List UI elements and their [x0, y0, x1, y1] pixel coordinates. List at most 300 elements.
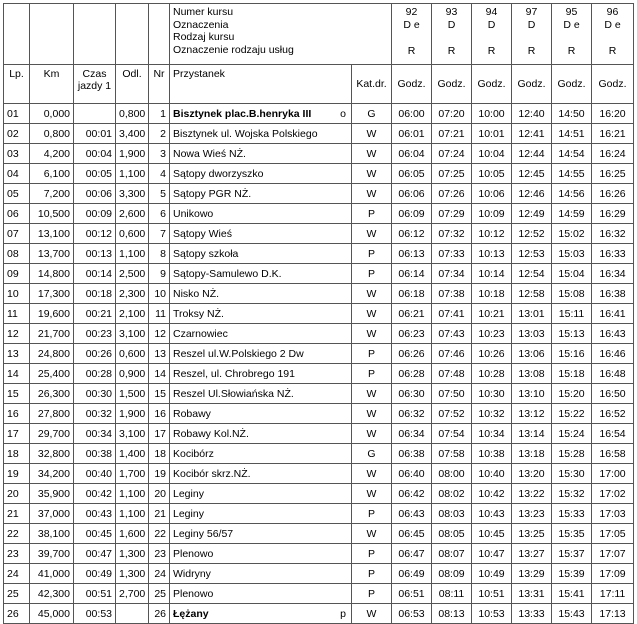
cell-lp: 19	[4, 464, 30, 484]
cell-odl: 1,900	[116, 144, 149, 164]
cell-time: 10:40	[472, 464, 512, 484]
table-row	[4, 364, 634, 384]
cell-time: 16:48	[592, 364, 634, 384]
cell-km: 29,700	[30, 424, 74, 444]
stop-name: Sątopy szkoła	[173, 247, 239, 260]
cell-time: 10:12	[472, 224, 512, 244]
cell-nr: 9	[149, 264, 170, 284]
cell-time: 15:22	[552, 404, 592, 424]
cell-time: 08:13	[432, 604, 472, 624]
cell-time: 15:41	[552, 584, 592, 604]
course-header: 93 D R	[432, 4, 472, 65]
cell-czas: 00:26	[74, 344, 116, 364]
stop-flag	[346, 488, 348, 500]
stop-flag	[346, 568, 348, 580]
stop-name: Nowa Wieś NŻ.	[173, 147, 246, 160]
stop-flag: p	[340, 607, 346, 620]
cell-time: 06:45	[392, 524, 432, 544]
cell-kat: W	[352, 404, 392, 424]
cell-km: 25,400	[30, 364, 74, 384]
stop-name: Plenowo	[173, 587, 214, 600]
cell-time: 10:45	[472, 524, 512, 544]
table-row	[4, 604, 634, 624]
cell-stop	[170, 264, 352, 284]
cell-czas	[74, 104, 116, 124]
cell-nr: 10	[149, 284, 170, 304]
table-row	[4, 124, 634, 144]
cell-time: 06:14	[392, 264, 432, 284]
cell-time: 10:14	[472, 264, 512, 284]
table-row	[4, 284, 634, 304]
cell-kat: W	[352, 304, 392, 324]
stop-name: Reszel, ul. Chrobrego 191	[173, 367, 295, 380]
cell-time: 07:24	[432, 144, 472, 164]
cell-czas: 00:13	[74, 244, 116, 264]
cell-czas: 00:32	[74, 404, 116, 424]
cell-time: 17:11	[592, 584, 634, 604]
stop-flag	[346, 308, 348, 320]
stop-flag	[346, 268, 348, 280]
stop-name: Nisko NŻ.	[173, 287, 220, 300]
cell-czas: 00:30	[74, 384, 116, 404]
label-oznaczenia: Oznaczenia	[173, 18, 229, 31]
cell-nr: 22	[149, 524, 170, 544]
cell-lp: 21	[4, 504, 30, 524]
cell-odl: 1,100	[116, 244, 149, 264]
cell-time: 13:01	[512, 304, 552, 324]
col-nr: Nr	[149, 65, 170, 104]
cell-time: 14:55	[552, 164, 592, 184]
cell-time: 10:42	[472, 484, 512, 504]
cell-lp: 07	[4, 224, 30, 244]
cell-nr: 19	[149, 464, 170, 484]
cell-kat: W	[352, 284, 392, 304]
cell-lp: 04	[4, 164, 30, 184]
cell-time: 13:20	[512, 464, 552, 484]
col-odl: Odl.	[116, 65, 149, 104]
label-numer-kursu: Numer kursu	[173, 6, 234, 18]
cell-time: 16:21	[592, 124, 634, 144]
cell-time: 15:02	[552, 224, 592, 244]
cell-odl: 3,100	[116, 324, 149, 344]
cell-czas: 00:14	[74, 264, 116, 284]
cell-time: 14:51	[552, 124, 592, 144]
cell-kat: W	[352, 164, 392, 184]
cell-nr: 21	[149, 504, 170, 524]
cell-time: 06:09	[392, 204, 432, 224]
cell-time: 07:48	[432, 364, 472, 384]
cell-odl: 3,300	[116, 184, 149, 204]
cell-stop	[170, 404, 352, 424]
stop-flag	[346, 148, 348, 160]
cell-stop	[170, 244, 352, 264]
col-lp: Lp.	[4, 65, 30, 104]
table-row	[4, 264, 634, 284]
cell-km: 0,800	[30, 124, 74, 144]
cell-nr: 6	[149, 204, 170, 224]
cell-time: 06:28	[392, 364, 432, 384]
cell-time: 07:21	[432, 124, 472, 144]
cell-time: 15:43	[552, 604, 592, 624]
cell-time: 16:32	[592, 224, 634, 244]
cell-time: 07:26	[432, 184, 472, 204]
cell-stop	[170, 484, 352, 504]
cell-lp: 13	[4, 344, 30, 364]
cell-time: 10:23	[472, 324, 512, 344]
cell-odl: 1,700	[116, 464, 149, 484]
cell-time: 17:02	[592, 484, 634, 504]
cell-km: 10,500	[30, 204, 74, 224]
cell-km: 19,600	[30, 304, 74, 324]
cell-time: 07:58	[432, 444, 472, 464]
cell-kat: G	[352, 444, 392, 464]
header-blank	[4, 4, 30, 65]
cell-time: 07:32	[432, 224, 472, 244]
cell-nr: 14	[149, 364, 170, 384]
stop-flag	[346, 448, 348, 460]
cell-time: 13:23	[512, 504, 552, 524]
cell-time: 06:53	[392, 604, 432, 624]
cell-time: 15:28	[552, 444, 592, 464]
cell-nr: 18	[149, 444, 170, 464]
cell-stop	[170, 204, 352, 224]
cell-stop	[170, 604, 352, 624]
stop-name: Sątopy Wieś	[173, 227, 232, 240]
table-row	[4, 564, 634, 584]
course-header: 94 D R	[472, 4, 512, 65]
cell-time: 13:03	[512, 324, 552, 344]
cell-time: 15:37	[552, 544, 592, 564]
cell-time: 10:53	[472, 604, 512, 624]
cell-time: 06:38	[392, 444, 432, 464]
table-row	[4, 404, 634, 424]
cell-time: 13:12	[512, 404, 552, 424]
cell-time: 10:30	[472, 384, 512, 404]
cell-time: 07:25	[432, 164, 472, 184]
cell-lp: 01	[4, 104, 30, 124]
col-km: Km	[30, 65, 74, 104]
cell-time: 16:29	[592, 204, 634, 224]
stop-name: Reszel ul.W.Polskiego 2 Dw	[173, 347, 304, 360]
cell-time: 14:59	[552, 204, 592, 224]
cell-time: 08:00	[432, 464, 472, 484]
cell-kat: P	[352, 564, 392, 584]
cell-odl: 3,100	[116, 424, 149, 444]
label-rodzaj-kursu: Rodzaj kursu	[173, 31, 235, 43]
table-row	[4, 164, 634, 184]
cell-lp: 24	[4, 564, 30, 584]
cell-nr: 24	[149, 564, 170, 584]
col-katdr: Kat.dr.	[352, 65, 392, 104]
cell-czas: 00:21	[74, 304, 116, 324]
cell-km: 24,800	[30, 344, 74, 364]
course-header: 95 D e R	[552, 4, 592, 65]
cell-time: 10:32	[472, 404, 512, 424]
cell-odl: 1,100	[116, 484, 149, 504]
cell-time: 06:43	[392, 504, 432, 524]
cell-time: 08:03	[432, 504, 472, 524]
cell-kat: P	[352, 244, 392, 264]
cell-stop	[170, 564, 352, 584]
cell-lp: 14	[4, 364, 30, 384]
cell-czas: 00:12	[74, 224, 116, 244]
cell-lp: 17	[4, 424, 30, 444]
cell-nr: 11	[149, 304, 170, 324]
cell-time: 12:41	[512, 124, 552, 144]
course-header: 92 D e R	[392, 4, 432, 65]
table-row	[4, 104, 634, 124]
cell-odl: 1,600	[116, 524, 149, 544]
cell-time: 08:07	[432, 544, 472, 564]
cell-odl: 1,500	[116, 384, 149, 404]
stop-flag	[346, 328, 348, 340]
cell-km: 38,100	[30, 524, 74, 544]
cell-time: 16:24	[592, 144, 634, 164]
cell-km: 35,900	[30, 484, 74, 504]
stop-name: Bisztynek ul. Wojska Polskiego	[173, 127, 318, 140]
cell-time: 06:47	[392, 544, 432, 564]
cell-km: 13,700	[30, 244, 74, 264]
table-row	[4, 464, 634, 484]
cell-time: 15:20	[552, 384, 592, 404]
cell-odl: 3,400	[116, 124, 149, 144]
table-row	[4, 584, 634, 604]
cell-time: 13:33	[512, 604, 552, 624]
cell-time: 15:30	[552, 464, 592, 484]
cell-kat: G	[352, 104, 392, 124]
cell-time: 07:43	[432, 324, 472, 344]
cell-time: 06:26	[392, 344, 432, 364]
cell-stop	[170, 444, 352, 464]
stop-flag	[346, 208, 348, 220]
stop-flag	[346, 588, 348, 600]
column-header-row	[4, 65, 634, 104]
cell-czas: 00:40	[74, 464, 116, 484]
cell-czas: 00:53	[74, 604, 116, 624]
table-row	[4, 304, 634, 324]
cell-czas: 00:23	[74, 324, 116, 344]
cell-stop	[170, 304, 352, 324]
cell-time: 16:52	[592, 404, 634, 424]
cell-lp: 16	[4, 404, 30, 424]
table-row	[4, 444, 634, 464]
cell-nr: 25	[149, 584, 170, 604]
cell-time: 06:01	[392, 124, 432, 144]
stop-flag	[346, 408, 348, 420]
course-header: 96 D e R	[592, 4, 634, 65]
cell-kat: W	[352, 144, 392, 164]
cell-kat: P	[352, 204, 392, 224]
cell-km: 26,300	[30, 384, 74, 404]
cell-odl: 0,900	[116, 364, 149, 384]
header-row	[4, 4, 634, 65]
col-godz: Godz.	[552, 65, 592, 104]
cell-time: 10:28	[472, 364, 512, 384]
cell-czas: 00:01	[74, 124, 116, 144]
cell-km: 41,000	[30, 564, 74, 584]
stop-flag	[346, 548, 348, 560]
cell-time: 08:11	[432, 584, 472, 604]
cell-time: 15:35	[552, 524, 592, 544]
stop-flag: o	[340, 107, 346, 120]
stop-flag	[346, 248, 348, 260]
cell-time: 13:29	[512, 564, 552, 584]
cell-nr: 16	[149, 404, 170, 424]
cell-stop	[170, 584, 352, 604]
col-godz: Godz.	[512, 65, 552, 104]
cell-time: 15:11	[552, 304, 592, 324]
cell-czas: 00:04	[74, 144, 116, 164]
cell-time: 06:21	[392, 304, 432, 324]
cell-time: 07:50	[432, 384, 472, 404]
cell-time: 07:33	[432, 244, 472, 264]
cell-km: 27,800	[30, 404, 74, 424]
stop-name: Reszel Ul.Słowiańska NŻ.	[173, 387, 294, 400]
header-labels	[170, 4, 392, 65]
cell-stop	[170, 164, 352, 184]
cell-time: 15:03	[552, 244, 592, 264]
cell-lp: 11	[4, 304, 30, 324]
cell-time: 14:54	[552, 144, 592, 164]
cell-time: 17:07	[592, 544, 634, 564]
cell-time: 10:21	[472, 304, 512, 324]
cell-lp: 02	[4, 124, 30, 144]
cell-km: 42,300	[30, 584, 74, 604]
cell-time: 08:05	[432, 524, 472, 544]
cell-time: 12:58	[512, 284, 552, 304]
table-row	[4, 524, 634, 544]
cell-km: 32,800	[30, 444, 74, 464]
cell-time: 06:30	[392, 384, 432, 404]
cell-time: 12:49	[512, 204, 552, 224]
cell-time: 13:10	[512, 384, 552, 404]
cell-nr: 23	[149, 544, 170, 564]
cell-time: 10:05	[472, 164, 512, 184]
cell-czas: 00:05	[74, 164, 116, 184]
col-przystanek: Przystanek	[170, 65, 352, 104]
cell-czas: 00:28	[74, 364, 116, 384]
stop-flag	[346, 228, 348, 240]
cell-time: 13:18	[512, 444, 552, 464]
cell-stop	[170, 384, 352, 404]
cell-time: 17:09	[592, 564, 634, 584]
cell-czas: 00:18	[74, 284, 116, 304]
cell-lp: 06	[4, 204, 30, 224]
cell-km: 39,700	[30, 544, 74, 564]
cell-time: 15:16	[552, 344, 592, 364]
course-header: 97 D R	[512, 4, 552, 65]
timetable	[3, 3, 634, 624]
cell-km: 13,100	[30, 224, 74, 244]
cell-time: 13:22	[512, 484, 552, 504]
cell-time: 10:34	[472, 424, 512, 444]
cell-time: 10:51	[472, 584, 512, 604]
cell-odl: 2,500	[116, 264, 149, 284]
cell-time: 06:13	[392, 244, 432, 264]
stop-flag	[346, 388, 348, 400]
cell-time: 15:13	[552, 324, 592, 344]
stop-name: Leginy	[173, 487, 204, 500]
table-row	[4, 224, 634, 244]
table-row	[4, 504, 634, 524]
stop-name: Widryny	[173, 567, 211, 580]
cell-lp: 12	[4, 324, 30, 344]
cell-nr: 26	[149, 604, 170, 624]
cell-time: 10:18	[472, 284, 512, 304]
cell-stop	[170, 364, 352, 384]
cell-lp: 15	[4, 384, 30, 404]
cell-kat: W	[352, 484, 392, 504]
cell-kat: W	[352, 324, 392, 344]
cell-odl: 1,300	[116, 564, 149, 584]
stop-name: Unikowo	[173, 207, 214, 220]
cell-lp: 22	[4, 524, 30, 544]
cell-time: 16:33	[592, 244, 634, 264]
cell-time: 15:04	[552, 264, 592, 284]
cell-czas: 00:49	[74, 564, 116, 584]
cell-time: 06:00	[392, 104, 432, 124]
stop-flag	[346, 168, 348, 180]
cell-time: 07:29	[432, 204, 472, 224]
cell-odl	[116, 604, 149, 624]
cell-time: 07:46	[432, 344, 472, 364]
cell-time: 06:42	[392, 484, 432, 504]
cell-lp: 26	[4, 604, 30, 624]
cell-odl: 2,100	[116, 304, 149, 324]
cell-stop	[170, 124, 352, 144]
cell-time: 10:38	[472, 444, 512, 464]
stop-name: Łężany	[173, 607, 209, 620]
cell-time: 13:06	[512, 344, 552, 364]
label-oznaczenie-uslug: Oznaczenie rodzaju usług	[173, 43, 294, 56]
cell-time: 06:23	[392, 324, 432, 344]
table-row	[4, 544, 634, 564]
cell-nr: 1	[149, 104, 170, 124]
cell-stop	[170, 224, 352, 244]
stop-flag	[346, 528, 348, 540]
stop-name: Leginy	[173, 507, 204, 520]
cell-time: 16:46	[592, 344, 634, 364]
cell-time: 13:14	[512, 424, 552, 444]
cell-time: 12:44	[512, 144, 552, 164]
col-godz: Godz.	[392, 65, 432, 104]
cell-czas: 00:45	[74, 524, 116, 544]
cell-time: 07:54	[432, 424, 472, 444]
cell-nr: 17	[149, 424, 170, 444]
stop-flag	[346, 508, 348, 520]
cell-time: 10:49	[472, 564, 512, 584]
cell-time: 06:06	[392, 184, 432, 204]
cell-time: 12:54	[512, 264, 552, 284]
cell-kat: W	[352, 604, 392, 624]
cell-odl: 2,600	[116, 204, 149, 224]
cell-lp: 18	[4, 444, 30, 464]
cell-time: 10:01	[472, 124, 512, 144]
cell-time: 06:04	[392, 144, 432, 164]
cell-time: 12:53	[512, 244, 552, 264]
cell-km: 0,000	[30, 104, 74, 124]
cell-stop	[170, 464, 352, 484]
stop-flag	[346, 428, 348, 440]
cell-time: 15:39	[552, 564, 592, 584]
cell-odl: 1,300	[116, 544, 149, 564]
cell-time: 16:41	[592, 304, 634, 324]
cell-km: 37,000	[30, 504, 74, 524]
cell-time: 10:06	[472, 184, 512, 204]
stop-name: Troksy NŻ.	[173, 307, 224, 320]
cell-lp: 10	[4, 284, 30, 304]
cell-stop	[170, 184, 352, 204]
